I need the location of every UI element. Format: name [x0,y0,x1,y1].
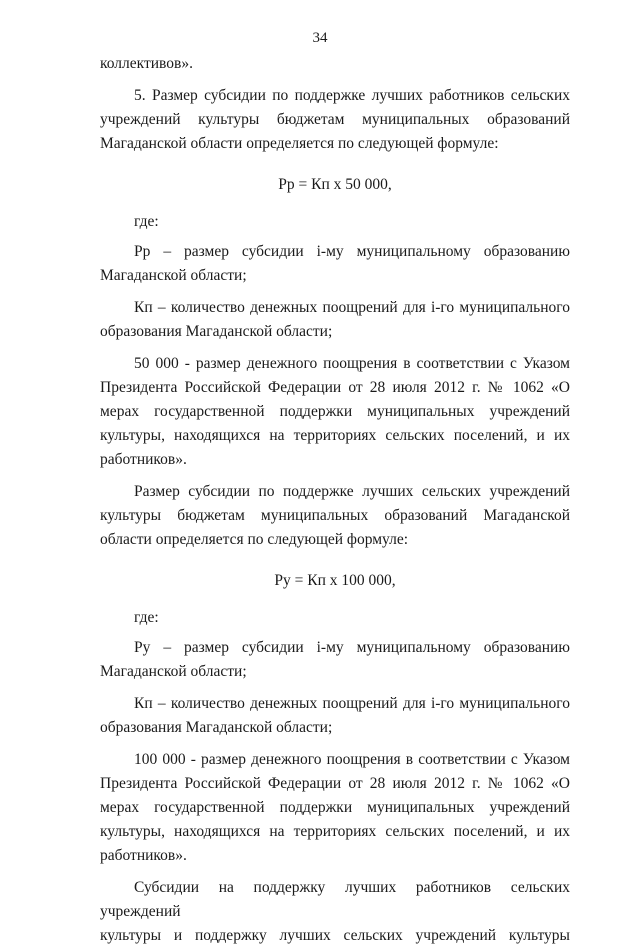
definition-rr-tail: Магаданской области; [100,267,247,284]
word: образованию [483,639,570,656]
word: Ру [134,639,151,656]
formula-rr: Рр = Кп х 50 000, [278,176,392,193]
definition-ru-head [100,636,570,660]
word: поддержку [194,927,267,944]
paragraph-subsidies-line-2 [100,924,570,948]
word: размер [184,243,229,260]
paragraph-institutions: Размер субсидии по поддержке лучших сельских учреждений культуры бюджетам муниципальных образований Магаданской области определяется по следующей формуле: [100,483,570,548]
word: лучших [279,927,331,944]
word: культуры [100,927,162,944]
where-label-1: где: [134,213,159,230]
word: муниципальному [356,243,471,260]
word: субсидии [241,639,304,656]
definition-100000: 100 000 - размер денежного поощрения в соответствии с Указом Президента Российской Федерации от 28 июля 2012 г. № 1062 «О мерах государственной поддержки муниципальных учреждений культуры, находящихся на территориях сельских поселений, и их работников». [100,751,570,864]
definition-kp-2: Кп – количество денежных поощрений для i-го муниципального образования Магаданской области; [100,695,570,736]
word: i-му [316,243,344,260]
definition-rr-head [100,240,570,264]
word: муниципальному [356,639,471,656]
word: размер [184,639,229,656]
word: – [163,639,172,656]
formula-ru: Ру = Кп х 100 000, [274,572,396,589]
definition-ru-tail: Магаданской области; [100,663,247,680]
paragraph-clause-5: 5. Размер субсидии по поддержке лучших работников сельских учреждений культуры бюджетам муниципальных образований Магаданской области определяется по следующей формуле: [100,87,570,152]
word: субсидии [241,243,304,260]
where-label-2: где: [134,609,159,626]
word: сельских [343,927,403,944]
paragraph-subsidies: Субсидии на поддержку лучших работников сельских учреждений [100,879,570,920]
word: i-му [316,639,344,656]
paragraph-continuation: коллективов». [100,55,193,72]
document-body [100,52,570,948]
word: – [163,243,172,260]
word: и [173,927,183,944]
definition-50000: 50 000 - размер денежного поощрения в соответствии с Указом Президента Российской Федерации от 28 июля 2012 г. № 1062 «О мерах государственной поддержки муниципальных учреждений культуры, находящихся на территориях сельских поселений, и их работников». [100,355,570,468]
definition-kp-1: Кп – количество денежных поощрений для i-го муниципального образования Магаданской области; [100,299,570,340]
word: учреждений [415,927,497,944]
word: культуры [508,927,570,944]
word: образованию [483,243,570,260]
page-number: 34 [312,30,328,46]
word: Рр [134,243,151,260]
